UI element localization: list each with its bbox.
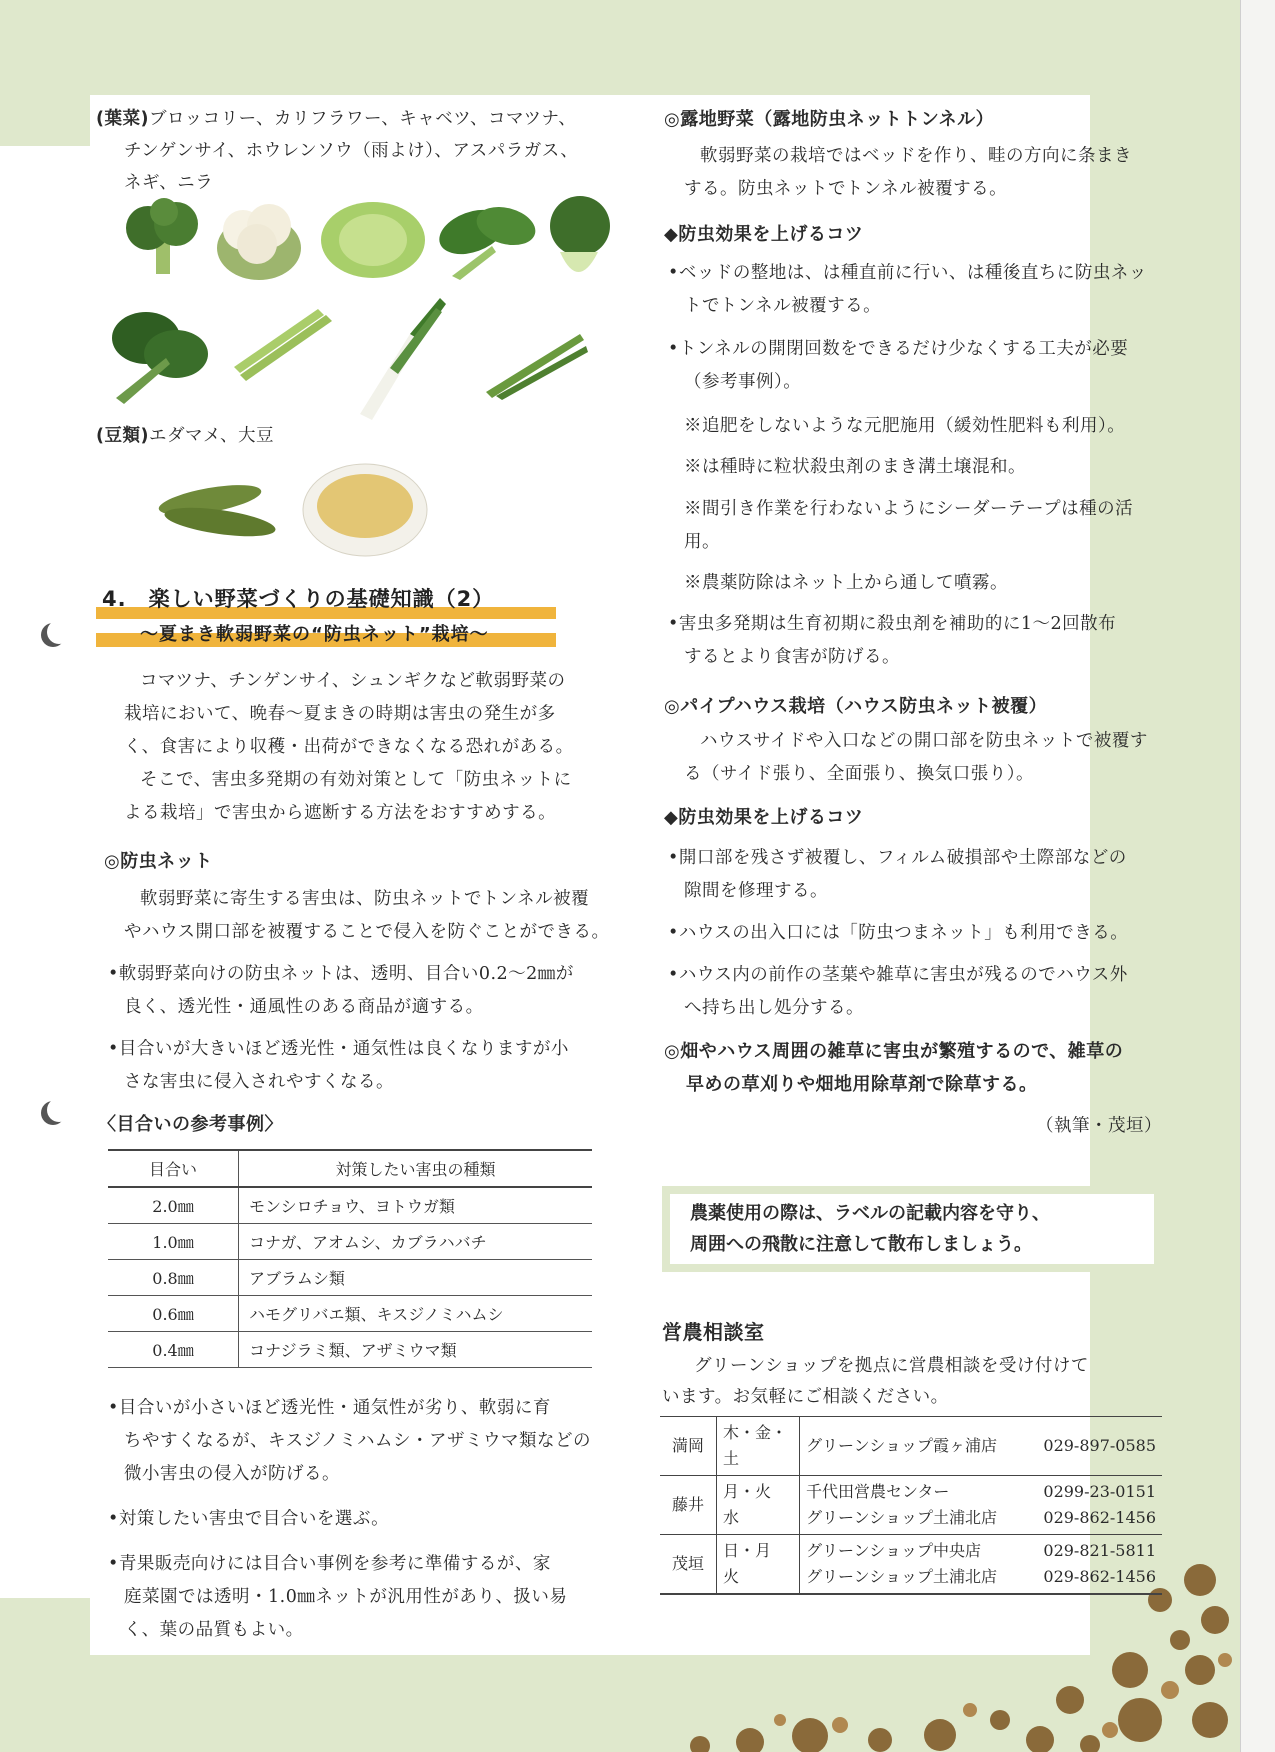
table-row [108,1224,592,1260]
table-row [660,1476,1162,1535]
shop-line: グリーンショップ土浦北店 [806,1508,997,1527]
section-title: 4. 楽しい野菜づくりの基礎知識（2） [102,587,495,611]
intro-line-4: そこで、害虫多発期の有効対策として「防虫ネットに [140,770,572,790]
net-line-2: やハウス開口部を被覆することで侵入を防ぐことができる。 [124,922,610,942]
bullet2-line-2: さな害虫に侵入されやすくなる。 [124,1072,394,1092]
phone: 029-897-0585 [1024,1417,1162,1476]
table-row [660,1417,1162,1476]
tips1-line: ※間引き作業を行わないようにシーダーテープは種の活 [684,499,1134,519]
net-heading: ◎防虫ネット [104,851,213,872]
tips1-line: ※農薬防除はネット上から通して噴霧。 [684,573,1008,593]
market-line-3: く、葉の品質もよい。 [124,1620,304,1640]
leaf-line-2: チンゲンサイ、ホウレンソウ（雨よけ）、アスパラガス、 [124,141,579,161]
asparagus-image [230,305,340,385]
table-row [108,1260,592,1296]
bullet1-line-1: •軟弱野菜向けの防虫ネットは、透明、目合い0.2〜2㎜が [108,964,574,984]
edamame-image [150,476,280,546]
day-line: 日・月 [723,1541,772,1560]
mesh-size: 0.4㎜ [108,1332,239,1368]
section-heading [96,583,556,623]
tips1-line: •トンネルの開閉回数をできるだけ少なくする工夫が必要 [668,339,1129,359]
staff-name: 満岡 [660,1417,717,1476]
staff-name: 藤井 [660,1476,717,1535]
tips1-line: するとより食害が防げる。 [684,647,900,667]
day-line: 水 [723,1508,740,1527]
tips2-line: •ハウス内の前作の茎葉や雑草に害虫が残るのでハウス外 [668,965,1128,985]
table-row [660,1535,1162,1595]
soybean-bowl-image [300,460,430,560]
mesh-size-table [108,1149,592,1368]
right-green-band [1090,0,1240,1640]
house-heading: ◎パイプハウス栽培（ハウス防虫ネット被覆） [664,696,1048,717]
day-line: 月・火 [723,1482,772,1501]
notice-inner [670,1194,1154,1264]
broccoli-image [118,198,208,278]
choose-line: •対策したい害虫で目合いを選ぶ。 [108,1509,390,1529]
leaf-label: (葉菜) [96,109,149,129]
tips2-line: 隙間を修理する。 [684,881,828,901]
tips1-line: 用。 [684,532,720,552]
days [717,1476,800,1535]
tips1-line: •害虫多発期は生育初期に殺虫剤を補助的に1〜2回散布 [668,614,1117,634]
open-field-line-2: する。防虫ネットでトンネル被覆する。 [684,179,1008,199]
scan-edge [1240,0,1275,1752]
bean-label: (豆類) [96,426,149,446]
mesh-size: 1.0㎜ [108,1224,239,1260]
tips-heading-1: ◆防虫効果を上げるコツ [664,224,864,245]
leaf-category [96,103,576,136]
komatsuna-image [432,196,542,282]
notice-line-2: 周囲への飛散に注意して散布しましょう。 [690,1234,1032,1255]
table-row [108,1296,592,1332]
open-field-heading: ◎露地野菜（露地防虫ネットトンネル） [664,109,995,130]
tips1-line: （参考事例）。 [684,372,802,392]
cabbage-image [318,196,428,280]
shop [800,1535,1025,1595]
house-line-1: ハウスサイドや入口などの開口部を防虫ネットで被覆す [700,731,1148,751]
after-line-3: 微小害虫の侵入が防げる。 [124,1464,340,1484]
mesh-size: 2.0㎜ [108,1187,239,1224]
leaf-line-3: ネギ、ニラ [124,173,214,193]
intro-line-2: 栽培において、晩春〜夏まきの時期は害虫の発生が多 [124,704,556,724]
consult-line-2: います。お気軽にご相談ください。 [662,1387,949,1407]
binder-hole-mark [38,620,68,650]
after-line-1: •目合いが小さいほど透光性・通気性が劣り、軟弱に育 [108,1398,551,1418]
spinach-image [106,298,214,408]
nira-image [480,326,592,402]
bean-text: エダマメ、大豆 [149,426,274,446]
market-line-1: •青果販売向けには目合い事例を参考に準備するが、家 [108,1554,551,1574]
intro-line-5: よる栽培」で害虫から遮断する方法をおすすめする。 [124,803,557,823]
section-subtitle: 〜夏まき軟弱野菜の“防虫ネット”栽培〜 [140,624,489,645]
phone-line: 029-862-1456 [1043,1567,1156,1586]
bullet1-line-2: 良く、透光性・通風性のある商品が適する。 [124,997,484,1017]
intro-line-3: く、食害により収穫・出荷ができなくなる恐れがある。 [124,737,574,757]
chingensai-image [540,192,615,292]
market-line-2: 庭菜園では透明・1.0㎜ネットが汎用性があり、扱い易 [124,1587,568,1607]
table-header-cell: 対策したい害虫の種類 [239,1150,593,1187]
binder-hole-mark [38,1098,68,1128]
days: 木・金・土 [717,1417,800,1476]
negi-image [340,294,450,424]
pest-types: コナジラミ類、アザミウマ類 [239,1332,593,1368]
consult-heading: 営農相談室 [662,1320,765,1344]
tips2-line: •ハウスの出入口には「防虫つまネット」も利用できる。 [668,923,1129,943]
tips-heading-2: ◆防虫効果を上げるコツ [664,807,864,828]
weed-line-2: 早めの草刈りや畑地用除草剤で除草する。 [686,1074,1038,1095]
tips1-line: トでトンネル被覆する。 [684,296,882,316]
bullet2-line-1: •目合いが大きいほど透光性・通気性は良くなりますが小 [108,1039,569,1059]
open-field-line-1: 軟弱野菜の栽培ではベッドを作り、畦の方向に条まき [700,146,1132,166]
staff-name: 茂垣 [660,1535,717,1595]
leaf-line-1: ブロッコリー、カリフラワー、キャベツ、コマツナ、 [149,109,577,129]
pesticide-notice-box [662,1186,1162,1272]
shop-line: グリーンショップ土浦北店 [806,1567,997,1586]
phone-line: 029-862-1456 [1043,1508,1156,1527]
pest-types: モンシロチョウ、ヨトウガ類 [239,1187,593,1224]
shop [800,1476,1025,1535]
table-row [108,1187,592,1224]
shop-line: グリーンショップ中央店 [806,1541,981,1560]
shop: グリーンショップ霞ヶ浦店 [800,1417,1025,1476]
after-line-2: ちやすくなるが、キスジノミハムシ・アザミウマ類などの [124,1431,591,1451]
table-row [108,1332,592,1368]
intro-line-1: コマツナ、チンゲンサイ、シュンギクなど軟弱野菜の [140,671,566,691]
tips2-line: へ持ち出し処分する。 [684,998,864,1018]
phone-line: 0299-23-0151 [1043,1482,1156,1501]
mesh-size: 0.8㎜ [108,1260,239,1296]
table-header-row [108,1150,592,1187]
pest-types: ハモグリバエ類、キスジノミハムシ [239,1296,593,1332]
pest-types: アブラムシ類 [239,1260,593,1296]
phone [1024,1476,1162,1535]
consult-contact-table [660,1416,1162,1595]
house-line-2: る（サイド張り、全面張り、換気口張り）。 [684,764,1035,784]
phone [1024,1535,1162,1595]
tips1-line: ※は種時に粒状殺虫剤のまき溝土壌混和。 [684,457,1026,477]
cauliflower-image [213,196,305,282]
tips1-line: •ベッドの整地は、は種直前に行い、は種後直ちに防虫ネッ [668,263,1147,283]
net-line-1: 軟弱野菜に寄生する害虫は、防虫ネットでトンネル被覆 [140,889,590,909]
shop-line: 千代田営農センター [806,1482,950,1501]
table-header-cell: 目合い [108,1150,239,1187]
day-line: 火 [723,1567,740,1586]
consult-line-1: グリーンショップを拠点に営農相談を受け付けて [694,1356,1089,1376]
phone-line: 029-821-5811 [1043,1541,1156,1560]
tips1-line: ※追肥をしないような元肥施用（緩効性肥料も利用）。 [684,416,1126,436]
weed-line-1: ◎畑やハウス周囲の雑草に害虫が繁殖するので、雑草の [664,1041,1124,1062]
tips2-line: •開口部を残さず被覆し、フィルム破損部や土際部などの [668,848,1127,868]
days [717,1535,800,1595]
pest-types: コナガ、アオムシ、カブラハバチ [239,1224,593,1260]
bean-category [96,420,274,453]
author-credit: （執筆・茂垣） [1036,1116,1162,1136]
notice-line-1: 農薬使用の際は、ラベルの記載内容を守り、 [690,1203,1050,1224]
mesh-size: 0.6㎜ [108,1296,239,1332]
table-heading: 〈目合いの参考事例〉 [98,1114,283,1135]
